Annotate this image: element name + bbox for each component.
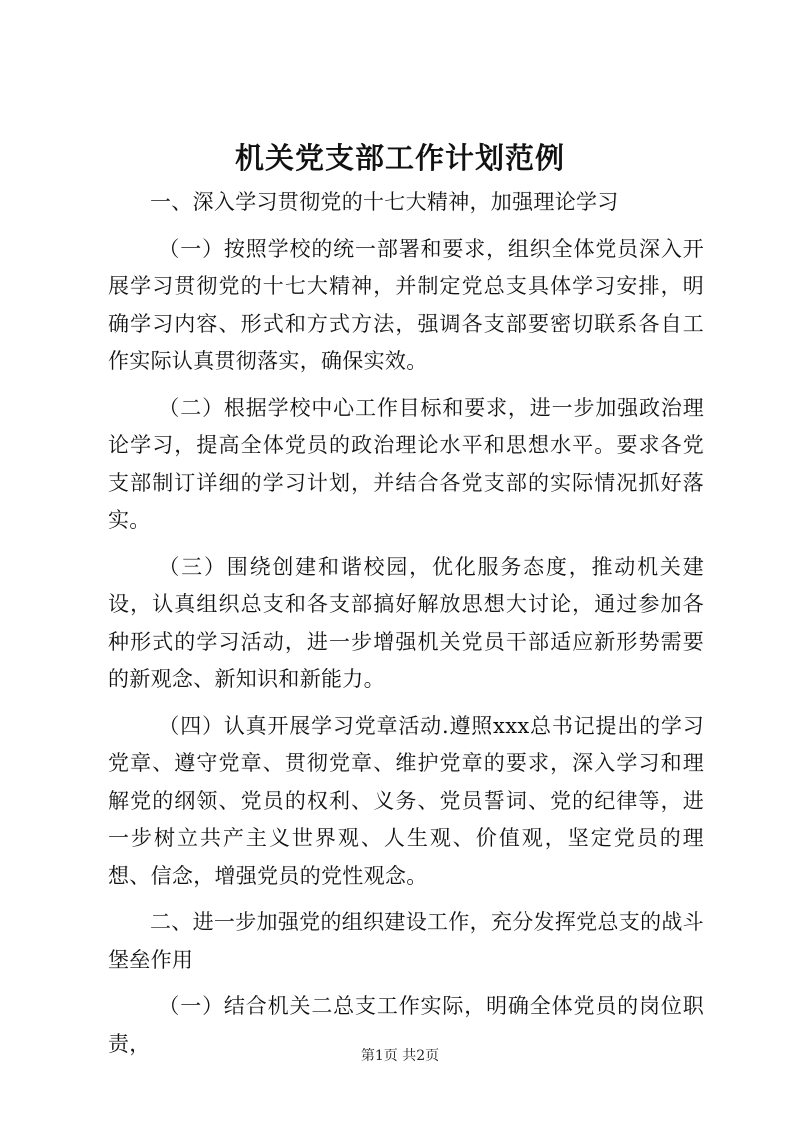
paragraph-1-2: （二）根据学校中心工作目标和要求，进一步加强政治理论学习，提高全体党员的政治理论水平和思想水平。要求各党支部制订详细的学习计划，并结合各党支部的实际情况抓好落实。 <box>108 395 704 532</box>
paragraph-1-1: （一）按照学校的统一部署和要求，组织全体党员深入开展学习贯彻党的十七大精神，并制定党总支具体学习安排，明确学习内容、形式和方式方法，强调各支部要密切联系各自工作实际认真贯彻落实，确保实效。 <box>108 236 704 373</box>
paragraph-2-1: （一）结合机关二总支工作实际，明确全体党员的岗位职责， <box>108 994 704 1056</box>
page-number: 第1页 共2页 <box>360 1048 440 1064</box>
paragraph-1-4: （四）认真开展学习党章活动.遵照xxx总书记提出的学习党章、遵守党章、贯彻党章、维护党章的要求，深入学习和理解党的纲领、党员的权利、义务、党员誓词、党的纪律等，进一步树立共产主义世界观、人生观、价值观，坚定党员的理想、信念，增强党员的党性观念。 <box>108 713 704 888</box>
section-heading-1: 一、深入学习贯彻党的十七大精神，加强理论学习 <box>150 190 619 214</box>
section-heading-2: 二、进一步加强党的组织建设工作，充分发挥党总支的战斗堡垒作用 <box>108 910 704 972</box>
paragraph-1-3: （三）围绕创建和谐校园，优化服务态度，推动机关建设，认真组织总支和各支部搞好解放思想大讨论，通过参加各种形式的学习活动，进一步增强机关党员干部适应新形势需要的新观念、新知识和新能力。 <box>108 554 704 691</box>
page-title: 机关党支部工作计划范例 <box>234 141 565 175</box>
document-body <box>108 184 704 1063</box>
